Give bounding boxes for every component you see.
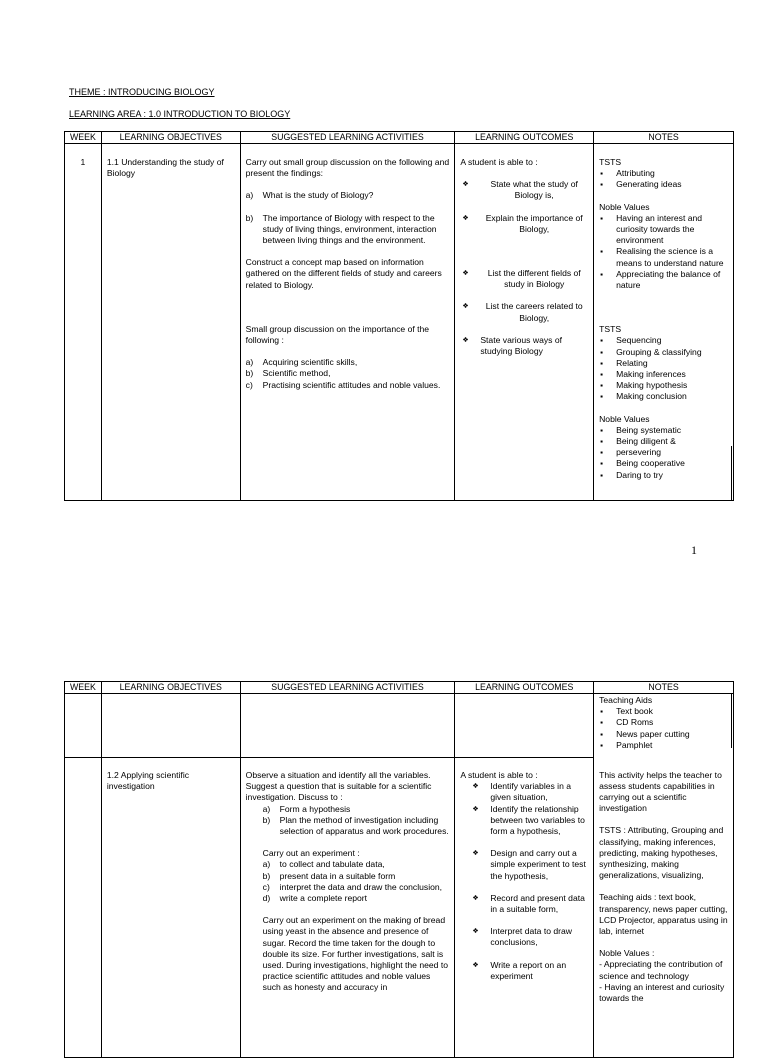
- learning-area-heading: LEARNING AREA : 1.0 INTRODUCTION TO BIOLOGY: [69, 109, 291, 119]
- outcomes-intro: A student is able to :: [460, 157, 538, 167]
- list-item: ▪ Making inferences: [599, 369, 728, 380]
- notes-paragraph: - Having an interest and curiosity towards the: [599, 981, 725, 1003]
- outcomes-cell: [455, 758, 594, 1058]
- week-number: 1: [80, 157, 86, 167]
- page-number: 1: [691, 543, 697, 557]
- list-item: ▪ Pamphlet: [599, 740, 728, 751]
- list-item: b) present data in a suitable form: [262, 870, 396, 881]
- header-objectives: LEARNING OBJECTIVES: [101, 682, 240, 694]
- header-outcomes: LEARNING OUTCOMES: [455, 132, 594, 144]
- activity-list: [246, 804, 450, 838]
- list-item: ❖ List the different fields of study in Biology: [460, 268, 588, 290]
- list-item: ❖ State various ways of studying Biology: [460, 335, 588, 357]
- outcomes-list: [460, 893, 588, 915]
- list-item: ▪ Having an interest and curiosity towards the environment: [599, 213, 728, 247]
- lesson-plan-table-2: [64, 681, 734, 1058]
- list-item: a) Form a hypothesis: [262, 803, 351, 814]
- objective-cell: [101, 758, 240, 1058]
- list-item: c) Practising scientific attitudes and noble values.: [245, 379, 441, 390]
- notes-paragraph: TSTS : Attributing, Grouping and classifying, making inferences, predicting, making hypotheses, synthesizing, making generalizations, visualizing,: [599, 825, 724, 881]
- header-activities: SUGGESTED LEARNING ACTIVITIES: [240, 132, 455, 144]
- list-item: ▪ Realising the science is a means to understand nature: [599, 246, 728, 268]
- notes-noble-title: Noble Values: [599, 201, 650, 212]
- activity-paragraph: Construct a concept map based on information gathered on the different fields of study and careers related to Biology.: [245, 257, 442, 290]
- objective-cell: [101, 694, 240, 758]
- list-item: ▪ Attributing: [599, 168, 728, 179]
- list-item: b) The importance of Biology with respect to the study of living things, environment, interaction between living things and the environment.: [245, 212, 437, 246]
- list-item: ❖ Explain the importance of Biology,: [460, 213, 588, 235]
- header-activities: SUGGESTED LEARNING ACTIVITIES: [240, 682, 455, 694]
- list-item: ▪ News paper cutting: [599, 729, 728, 740]
- list-item: ❖ Identify the relationship between two variables to form a hypothesis,: [470, 804, 588, 838]
- list-item: ▪ Daring to try: [599, 470, 728, 481]
- outcomes-list: [460, 926, 588, 948]
- list-item: b) Scientific method,: [245, 368, 331, 379]
- outcomes-list: [460, 960, 588, 982]
- outcomes-list: [460, 848, 588, 882]
- notes-tsts-title: TSTS: [599, 157, 622, 167]
- activities-cell: [240, 694, 455, 758]
- notes-noble-title: Noble Values: [599, 413, 650, 424]
- objective-text: 1.1 Understanding the study of Biology: [106, 157, 224, 179]
- list-item: ▪ persevering: [599, 447, 728, 458]
- list-item: ▪ CD Roms: [599, 717, 728, 728]
- header-week: WEEK: [65, 132, 102, 144]
- list-item: a) Acquiring scientific skills,: [245, 357, 358, 368]
- list-item: ▪ Making hypothesis: [599, 380, 728, 391]
- outcomes-list: [460, 781, 588, 837]
- list-item: ❖ Record and present data in a suitable form,: [470, 893, 588, 915]
- table-header-row: [65, 682, 734, 694]
- table-row: [65, 694, 734, 758]
- list-item: ❖ Write a report on an experiment: [470, 960, 588, 982]
- list-item: a) to collect and tabulate data,: [262, 859, 385, 870]
- notes-paragraph: This activity helps the teacher to assess students capabilities in carrying out a scientific investigation: [599, 769, 722, 814]
- activity-paragraph: Carry out an experiment on the making of bread using yeast in the absence and presence of sugar. Record the time taken for the dough to double its size. For further investigations, salt is used. During investigations, highlight the need to practice scientific attitudes and noble values such as honesty and accuracy in: [262, 915, 449, 993]
- table-row: [65, 758, 734, 1058]
- list-item: ❖ Identify variables in a given situation,: [470, 781, 588, 803]
- activity-paragraph: Observe a situation and identify all the variables. Suggest a question that is suitable for a scientific investigation. Discuss to :: [245, 770, 432, 803]
- list-item: ▪ Making conclusion: [599, 391, 728, 402]
- teaching-aids-title: Teaching Aids: [599, 695, 653, 705]
- list-item: ▪ Being cooperative: [599, 458, 728, 469]
- list-item: a) What is the study of Biology?: [245, 190, 374, 201]
- list-item: ❖ State what the study of Biology is,: [460, 179, 588, 201]
- notes-paragraph: - Appreciating the contribution of science and technology: [599, 959, 723, 981]
- list-item: ❖ List the careers related to Biology,: [460, 301, 588, 323]
- week-cell: [65, 694, 102, 758]
- list-item: b) Plan the method of investigation including selection of apparatus and work procedures.: [262, 814, 449, 837]
- teaching-aids-list: [599, 706, 728, 751]
- list-item: ❖ Interpret data to draw conclusions,: [470, 926, 588, 948]
- margin-rule: [731, 694, 732, 748]
- header-outcomes: LEARNING OUTCOMES: [455, 682, 594, 694]
- notes-cell: [594, 758, 734, 1058]
- list-item: ▪ Text book: [599, 706, 728, 717]
- notes-paragraph: Teaching aids : text book, transparency, news paper cutting, LCD Projector, apparatus using in lab, internet: [599, 892, 728, 936]
- header-notes: NOTES: [594, 682, 734, 694]
- list-item: ▪ Being diligent &: [599, 436, 728, 447]
- outcomes-intro: A student is able to :: [460, 770, 538, 780]
- list-item: ▪ Appreciating the balance of nature: [599, 269, 728, 291]
- notes-tsts-title: TSTS: [599, 324, 622, 335]
- list-item: ▪ Grouping & classifying: [599, 347, 728, 358]
- week-cell: [65, 758, 102, 1058]
- theme-heading: THEME : INTRODUCING BIOLOGY: [69, 87, 215, 97]
- list-item: d) write a complete report: [262, 893, 368, 904]
- header-notes: NOTES: [594, 132, 734, 144]
- activity-paragraph: Carry out small group discussion on the following and present the findings:: [245, 157, 450, 179]
- activity-paragraph: Carry out an experiment :: [262, 848, 360, 859]
- list-item: c) interpret the data and draw the conclusion,: [262, 881, 443, 892]
- notes-noble-title: Noble Values :: [599, 948, 655, 959]
- outcomes-cell: [455, 694, 594, 758]
- objective-text: 1.2 Applying scientific investigation: [106, 770, 190, 792]
- header-week: WEEK: [65, 682, 102, 694]
- list-item: ▪ Being systematic: [599, 425, 728, 436]
- notes-cell: [594, 694, 734, 758]
- list-item: ❖ Design and carry out a simple experiment to test the hypothesis,: [470, 848, 588, 882]
- header-objectives: LEARNING OBJECTIVES: [101, 132, 240, 144]
- activities-cell: [240, 758, 455, 1058]
- activity-list: [246, 859, 450, 904]
- list-item: ▪ Relating: [599, 358, 728, 369]
- list-item: ▪ Sequencing: [599, 335, 728, 346]
- list-item: ▪ Generating ideas: [599, 179, 728, 190]
- activity-paragraph: Small group discussion on the importance of the following :: [245, 323, 430, 346]
